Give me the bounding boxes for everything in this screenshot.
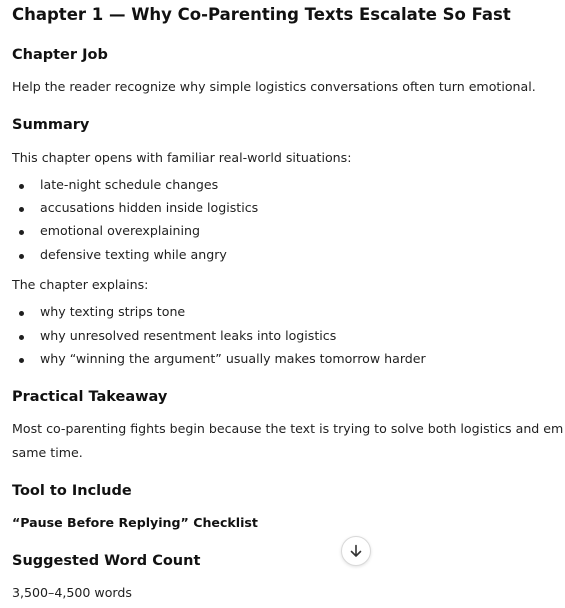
summary-heading: Summary [12,117,90,133]
explains-intro: The chapter explains: [12,277,149,292]
chapter-job-text: Help the reader recognize why simple logistics conversations often turn emotional. [12,79,536,94]
word-count-text: 3,500–4,500 words [12,585,132,600]
chapter-title: Chapter 1 — Why Co-Parenting Texts Escalate So Fast [12,5,511,24]
list-item-text: why “winning the argument” usually makes tomorrow harder [40,351,426,366]
tool-text: “Pause Before Replying” Checklist [12,515,258,530]
bullet-icon [19,358,24,363]
bullet-icon [19,184,24,189]
bullet-icon [19,335,24,340]
word-count-heading: Suggested Word Count [12,553,201,569]
list-item-text: accusations hidden inside logistics [40,200,259,215]
bullet-icon [19,207,24,212]
summary-intro: This chapter opens with familiar real-world situations: [12,150,352,165]
arrow-down-icon [349,544,363,558]
list-item-text: late-night schedule changes [40,177,219,192]
list-item-text: why unresolved resentment leaks into logistics [40,328,337,343]
takeaway-text-line1: Most co-parenting fights begin because the text is trying to solve both logistics and em [12,421,564,436]
bullet-icon [19,230,24,235]
takeaway-heading: Practical Takeaway [12,389,168,405]
chapter-job-heading: Chapter Job [12,47,108,63]
list-item-text: why texting strips tone [40,304,186,319]
list-item-text: emotional overexplaining [40,223,201,238]
takeaway-text-line2: same time. [12,445,83,460]
list-item-text: defensive texting while angry [40,247,227,262]
bullet-icon [19,311,24,316]
scroll-down-button[interactable] [341,536,371,566]
tool-heading: Tool to Include [12,483,132,499]
bullet-icon [19,254,24,259]
